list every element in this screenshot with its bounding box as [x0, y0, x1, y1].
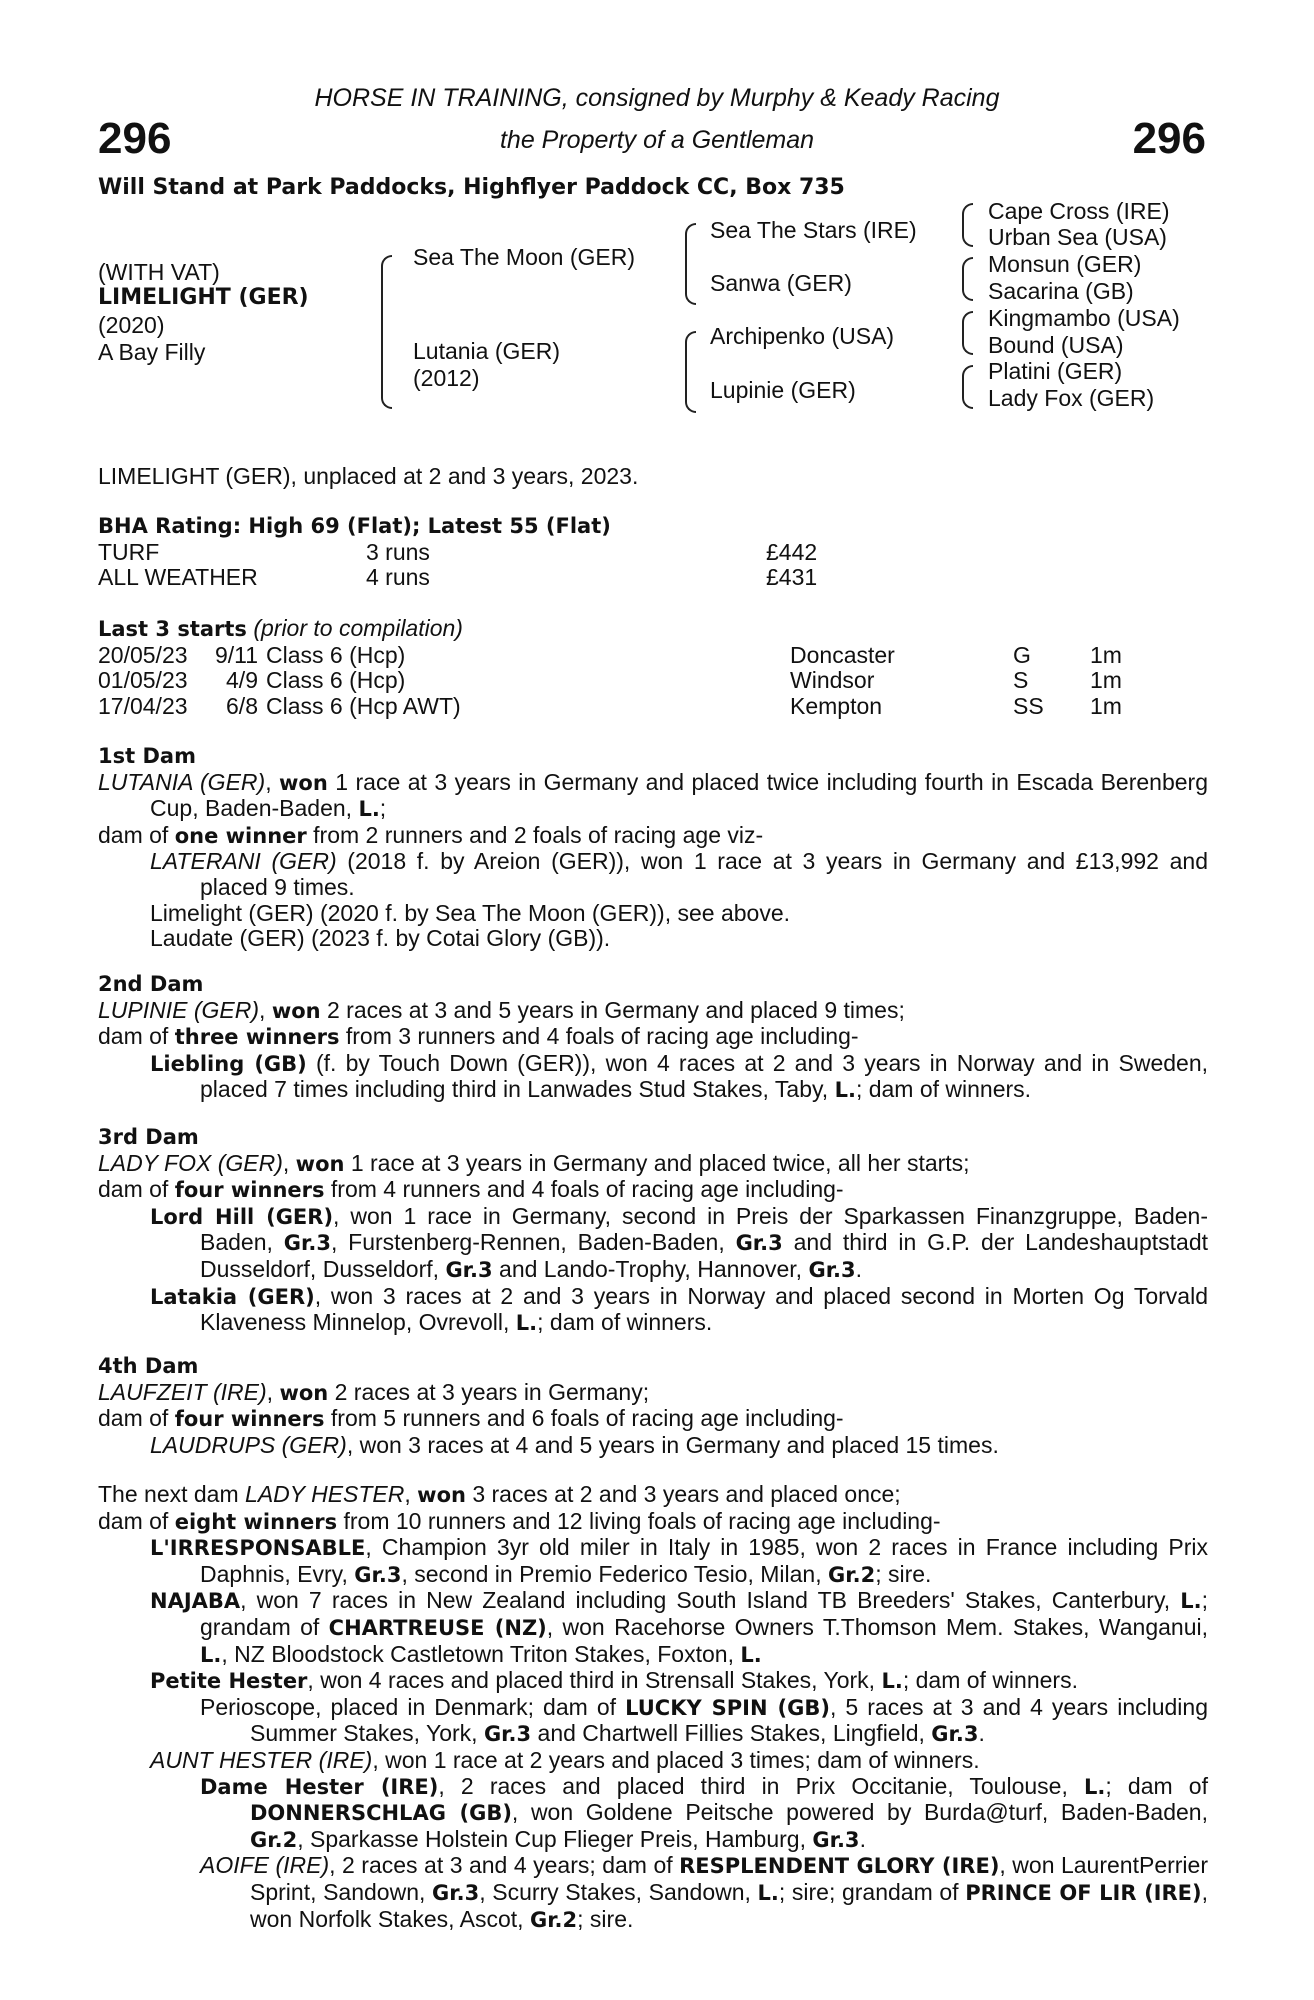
- dam-produce: [98, 1509, 1208, 1536]
- foal-name: Petite Hester: [150, 1669, 308, 1694]
- dam: Lutania (GER): [413, 338, 561, 364]
- foal-text: , Scurry Stakes, Sandown,: [479, 1878, 758, 1905]
- dam-of-label: dam of: [98, 821, 175, 848]
- property-line: the Property of a Gentleman: [499, 126, 815, 154]
- start-position: 4/9: [226, 667, 258, 694]
- foal-name: Dame Hester (IRE): [200, 1774, 439, 1799]
- last-starts-section: [98, 616, 1208, 719]
- last-starts-title: Last 3 starts: [98, 617, 247, 641]
- foal-text: , won Norfolk Stakes, Ascot,: [250, 1878, 1208, 1932]
- listed-label: L.: [881, 1669, 903, 1694]
- winners-count: eight winners: [174, 1509, 338, 1534]
- start-course: Doncaster: [790, 641, 895, 668]
- dam-text: 2 races at 3 years in Germany;: [328, 1378, 650, 1405]
- dam-record: LUPINIE (GER), won 2 races at 3 and 5 years in Germany and placed 9 times;: [98, 996, 905, 1023]
- won-label: won: [295, 1151, 345, 1176]
- rating-title: BHA Rating: High 69 (Flat); Latest 55 (Flat): [98, 514, 611, 538]
- horse-description: A Bay Filly: [98, 339, 206, 365]
- foal-text: Perioscope, placed in Denmark; dam of: [200, 1693, 626, 1720]
- brace-3b: [962, 257, 973, 301]
- foal-name: Liebling (GB): [150, 1051, 307, 1076]
- foal-text: (f. by Touch Down (GER)), won 4 races at 2 and 3 years in Norway and in Sweden, placed 7 times including third in Lanwades Stud Stakes, Taby,: [200, 1049, 1208, 1103]
- section-title: 1st Dam: [98, 744, 196, 768]
- horse-year: (2020): [98, 312, 165, 338]
- dam-text: 1 race at 3 years in Germany and placed twice including fourth in Escada Berenberg Cup, Baden-Baden,: [150, 768, 1208, 822]
- section-title: 2nd Dam: [98, 972, 204, 996]
- foal-name: AUNT HESTER (IRE): [150, 1746, 373, 1773]
- start-position: 9/11: [214, 641, 258, 668]
- ds-dam: Bound (USA): [988, 332, 1124, 358]
- race-summary: LIMELIGHT (GER), unplaced at 2 and 3 years, 2023.: [98, 463, 639, 489]
- foal-entry: [98, 1588, 1208, 1668]
- dam-record: The next dam LADY HESTER, won 3 races at 2 and 3 years and placed once;: [98, 1481, 901, 1507]
- foal-text: .: [855, 1255, 863, 1282]
- listed-label: L.: [1084, 1774, 1106, 1799]
- foal-name: NAJABA: [150, 1589, 241, 1614]
- foal-entry: [98, 1668, 1208, 1695]
- third-dam-section: [98, 1125, 1208, 1337]
- pedigree-table: [98, 198, 1208, 430]
- foal-name: AOIFE (IRE): [200, 1852, 330, 1879]
- second-dam-section: [98, 972, 1208, 1104]
- foal-text: , 2 races at 3 and 4 years; dam of: [329, 1852, 680, 1879]
- section-title: 3rd Dam: [98, 1125, 199, 1149]
- start-going: SS: [1013, 692, 1044, 719]
- dd-sire: Platini (GER): [988, 358, 1123, 384]
- dam-produce: [98, 823, 1208, 850]
- group-label: Gr.3: [931, 1722, 979, 1747]
- foal-name: LUCKY SPIN (GB): [625, 1695, 830, 1720]
- start-date: 17/04/23: [98, 692, 188, 719]
- foal-text: , won 3 races at 4 and 5 years in Germany and placed 15 times.: [346, 1431, 999, 1458]
- foal-text: , second in Premio Federico Tesio, Milan,: [401, 1560, 828, 1587]
- produce-text: from 10 runners and 12 living foals of racing age including-: [337, 1507, 941, 1534]
- foal-name: PRINCE OF LIR (IRE): [965, 1880, 1202, 1905]
- foal-text: ; grandam of: [200, 1587, 1208, 1640]
- foal-text: and Lando-Trophy, Hannover,: [492, 1255, 809, 1282]
- foal-text: and Chartwell Fillies Stakes, Lingfield,: [531, 1720, 932, 1747]
- foal-name: Latakia (GER): [150, 1284, 315, 1309]
- dam-produce: [98, 1177, 1208, 1204]
- start-going: G: [1013, 641, 1031, 668]
- produce-text: from 4 runners and 4 foals of racing age including-: [324, 1176, 844, 1203]
- foal-text: , won 7 races in New Zealand including South Island TB Breeders' Stakes, Canterbury,: [240, 1587, 1181, 1614]
- foal-text: , won Racehorse Owners T.Thomson Mem. Stakes, Wanganui,: [546, 1613, 1208, 1640]
- dam-produce: [98, 1024, 1208, 1051]
- group-label: Gr.3: [445, 1257, 493, 1282]
- foal-entry: Laudate (GER) (2023 f. by Cotai Glory (GB)).: [150, 925, 611, 952]
- foal-text: , 5 races at 3 and 4 years including Summer Stakes, York,: [250, 1693, 1209, 1747]
- foal-text: , won 1 race in Germany, second in Preis der Sparkassen Finanzgruppe, Baden-Baden,: [200, 1202, 1209, 1256]
- produce-text: from 2 runners and 2 foals of racing age viz-: [306, 821, 764, 848]
- rating-section: [98, 514, 1208, 591]
- foal-entry: [98, 1774, 1208, 1854]
- ds-sire: Kingmambo (USA): [988, 305, 1180, 331]
- foal-text: , won 4 races and placed third in Strensall Stakes, York,: [307, 1667, 882, 1694]
- listed-label: L.: [757, 1880, 779, 1905]
- lot-number-right: 296: [1132, 114, 1206, 163]
- winners-count: three winners: [174, 1025, 340, 1050]
- dam-text: 1 race at 3 years in Germany and placed twice, all her starts;: [344, 1149, 970, 1176]
- foal-text: ; dam of winners.: [902, 1667, 1078, 1694]
- start-date: 01/05/23: [98, 667, 188, 694]
- dam-record: LADY FOX (GER), won 1 race at 3 years in Germany and placed twice, all her starts;: [98, 1149, 970, 1176]
- first-dam-section: [98, 744, 1208, 952]
- group-label: Gr.3: [354, 1562, 402, 1587]
- won-label: won: [271, 998, 321, 1023]
- group-label: Gr.3: [483, 1722, 532, 1747]
- last-starts-note: (prior to compilation): [253, 615, 463, 641]
- dam-of-label: dam of: [98, 1176, 175, 1203]
- group-label: Gr.3: [735, 1231, 783, 1256]
- won-label: won: [417, 1483, 466, 1507]
- dam-year: (2012): [413, 365, 480, 391]
- rating-row: [98, 540, 1208, 566]
- sd-sire: Monsun (GER): [988, 251, 1142, 277]
- start-race: Class 6 (Hcp): [266, 641, 406, 668]
- start-position: 6/8: [226, 692, 258, 719]
- dam-of-label: dam of: [98, 1023, 175, 1050]
- start-row: [98, 668, 1208, 694]
- listed-label: L.: [1180, 1589, 1202, 1614]
- produce-text: from 5 runners and 6 foals of racing age including-: [324, 1405, 844, 1432]
- foal-name: LATERANI (GER): [150, 848, 337, 875]
- brace-2b: [685, 331, 696, 413]
- start-distance: 1m: [1090, 667, 1122, 694]
- foal-text: ; sire; grandam of: [778, 1878, 966, 1905]
- ss-dam: Urban Sea (USA): [988, 224, 1167, 250]
- dam-of-label: dam of: [98, 1507, 175, 1534]
- foal-entry: [98, 1284, 1208, 1337]
- start-course: Windsor: [790, 667, 875, 694]
- won-label: won: [279, 770, 328, 795]
- winners-count: one winner: [174, 823, 307, 848]
- intro-text: The next dam: [98, 1481, 246, 1507]
- group-label: Gr.3: [808, 1257, 856, 1282]
- rating-runs: 4 runs: [366, 564, 430, 591]
- fourth-dam-section: [98, 1354, 1208, 1458]
- lot-number-left: 296: [98, 114, 172, 163]
- start-distance: 1m: [1090, 641, 1122, 668]
- rating-surface: TURF: [98, 538, 160, 565]
- won-label: won: [279, 1380, 329, 1405]
- foal-text: , won Goldene Peitsche powered by Burda@turf, Baden-Baden,: [511, 1799, 1208, 1826]
- rating-runs: 3 runs: [366, 538, 430, 565]
- dam-dam: Lupinie (GER): [710, 377, 856, 403]
- foal-text: , won LaurentPerrier Sprint, Sandown,: [250, 1852, 1208, 1905]
- foal-text: ; dam of winners.: [855, 1076, 1032, 1103]
- produce-text: from 3 runners and 4 foals of racing age including-: [339, 1023, 859, 1050]
- foal-text: , 2 races and placed third in Prix Occitanie, Toulouse,: [438, 1772, 1084, 1799]
- group-label: Gr.3: [432, 1880, 480, 1905]
- sire-sire: Sea The Stars (IRE): [710, 217, 917, 243]
- foal-text: (2018 f. by Areion (GER)), won 1 race at 3 years in Germany and £13,992 and placed 9 times.: [200, 848, 1208, 900]
- start-race: Class 6 (Hcp): [266, 667, 406, 694]
- brace-1: [381, 255, 392, 409]
- group-label: Gr.3: [812, 1827, 860, 1852]
- foal-text: , won 3 races at 2 and 3 years in Norway and placed second in Morten Og Torvald Klaveness Minnelop, Ovrevoll,: [200, 1282, 1208, 1336]
- dam-name: LUPINIE (GER): [98, 996, 260, 1023]
- foal-entry: [98, 1433, 1208, 1459]
- dam-text: 2 races at 3 and 5 years in Germany and placed 9 times;: [320, 996, 905, 1023]
- dam-record: LUTANIA (GER), won 1 race at 3 years in Germany and placed twice including fourth in Escada Berenberg Cup, Baden-Baden, L.;: [98, 768, 1208, 822]
- group-label: Gr.2: [529, 1907, 578, 1932]
- foal-entry: [98, 1695, 1208, 1748]
- foal-text: and third in G.P. der Landeshauptstadt Dusseldorf, Dusseldorf,: [200, 1229, 1208, 1282]
- horse-name: LIMELIGHT (GER): [98, 285, 309, 310]
- foal-entry: Limelight (GER) (2020 f. by Sea The Moon (GER)), see above.: [150, 899, 791, 926]
- foal-entry: [98, 849, 1208, 900]
- sire: Sea The Moon (GER): [413, 244, 636, 270]
- dam-of-label: dam of: [98, 1405, 175, 1432]
- consignment-line: HORSE IN TRAINING, consigned by Murphy & Keady Racing: [314, 84, 1000, 112]
- group-label: Gr.3: [283, 1231, 331, 1256]
- listed-label: L.: [515, 1311, 538, 1336]
- listed-label: L.: [358, 797, 380, 822]
- group-label: Gr.2: [250, 1827, 298, 1852]
- foal-name: RESPLENDENT GLORY (IRE): [679, 1854, 1000, 1879]
- foal-name: LAUDRUPS (GER): [150, 1431, 347, 1458]
- brace-3d: [962, 365, 973, 409]
- foal-entry: [98, 1051, 1208, 1104]
- foal-name: DONNERSCHLAG (GB): [250, 1801, 512, 1826]
- foal-text: ; sire.: [577, 1905, 634, 1932]
- foal-entry: [98, 1204, 1208, 1284]
- foal-text: ; sire.: [875, 1560, 932, 1587]
- foal-text: , won 1 race at 2 years and placed 3 times; dam of winners.: [372, 1746, 980, 1773]
- section-title: 4th Dam: [98, 1354, 199, 1378]
- foal-entry: [98, 1853, 1208, 1933]
- rating-row: [98, 565, 1208, 591]
- foal-name: Lord Hill (GER): [150, 1204, 334, 1229]
- foal-name: CHARTREUSE (NZ): [328, 1615, 547, 1640]
- foal-text: , NZ Bloodstock Castletown Triton Stakes, Foxton,: [221, 1640, 741, 1667]
- foal-text: .: [859, 1825, 866, 1852]
- sd-dam: Sacarina (GB): [988, 278, 1134, 304]
- rating-surface: ALL WEATHER: [98, 564, 258, 591]
- sire-dam: Sanwa (GER): [710, 270, 852, 296]
- vat-label: (WITH VAT): [98, 259, 220, 285]
- start-date: 20/05/23: [98, 641, 188, 668]
- listed-label: L.: [834, 1078, 856, 1103]
- dam-name: LUTANIA (GER): [98, 768, 266, 795]
- dam-text: ;: [379, 795, 387, 822]
- start-row: [98, 643, 1208, 669]
- foal-text: , Sparkasse Holstein Cup Flieger Preis, Hamburg,: [297, 1825, 813, 1852]
- winners-count: four winners: [174, 1178, 325, 1203]
- brace-2a: [685, 223, 696, 305]
- dam-text: 3 races at 2 and 3 years and placed once;: [465, 1481, 901, 1507]
- start-going: S: [1013, 667, 1029, 694]
- foal-entry: [98, 1748, 1208, 1774]
- start-distance: 1m: [1090, 692, 1122, 719]
- listed-label: L.: [200, 1642, 222, 1667]
- dd-dam: Lady Fox (GER): [988, 385, 1155, 411]
- dam-sire: Archipenko (USA): [710, 323, 895, 349]
- stand-location: Will Stand at Park Paddocks, Highflyer Paddock CC, Box 735: [98, 175, 845, 200]
- group-label: Gr.2: [828, 1562, 876, 1587]
- foal-name: L'IRRESPONSABLE: [150, 1536, 366, 1561]
- listed-label: L.: [740, 1642, 762, 1667]
- dam-name: LADY HESTER: [245, 1481, 405, 1507]
- rating-prize: £442: [766, 538, 818, 565]
- foal-text: .: [978, 1720, 985, 1747]
- ss-sire: Cape Cross (IRE): [988, 198, 1170, 224]
- dam-name: LADY FOX (GER): [98, 1149, 283, 1176]
- foal-text: ; dam of winners.: [537, 1309, 713, 1336]
- dam-produce: [98, 1406, 1208, 1433]
- start-row: [98, 694, 1208, 720]
- foal-text: ; dam of: [1105, 1772, 1208, 1799]
- winners-count: four winners: [174, 1407, 325, 1432]
- brace-3a: [962, 203, 973, 247]
- rating-prize: £431: [766, 564, 818, 591]
- foal-text: , Champion 3yr old miler in Italy in 1985, won 2 races in France including Prix Daphnis, Evry,: [200, 1534, 1208, 1587]
- brace-3c: [962, 311, 973, 355]
- dam-name: LAUFZEIT (IRE): [98, 1378, 267, 1405]
- foal-text: , Furstenberg-Rennen, Baden-Baden,: [330, 1229, 736, 1256]
- start-course: Kempton: [790, 692, 883, 719]
- dam-record: LAUFZEIT (IRE), won 2 races at 3 years in Germany;: [98, 1378, 650, 1405]
- start-race: Class 6 (Hcp AWT): [266, 692, 461, 719]
- next-dam-section: [98, 1482, 1208, 1933]
- foal-entry: [98, 1535, 1208, 1588]
